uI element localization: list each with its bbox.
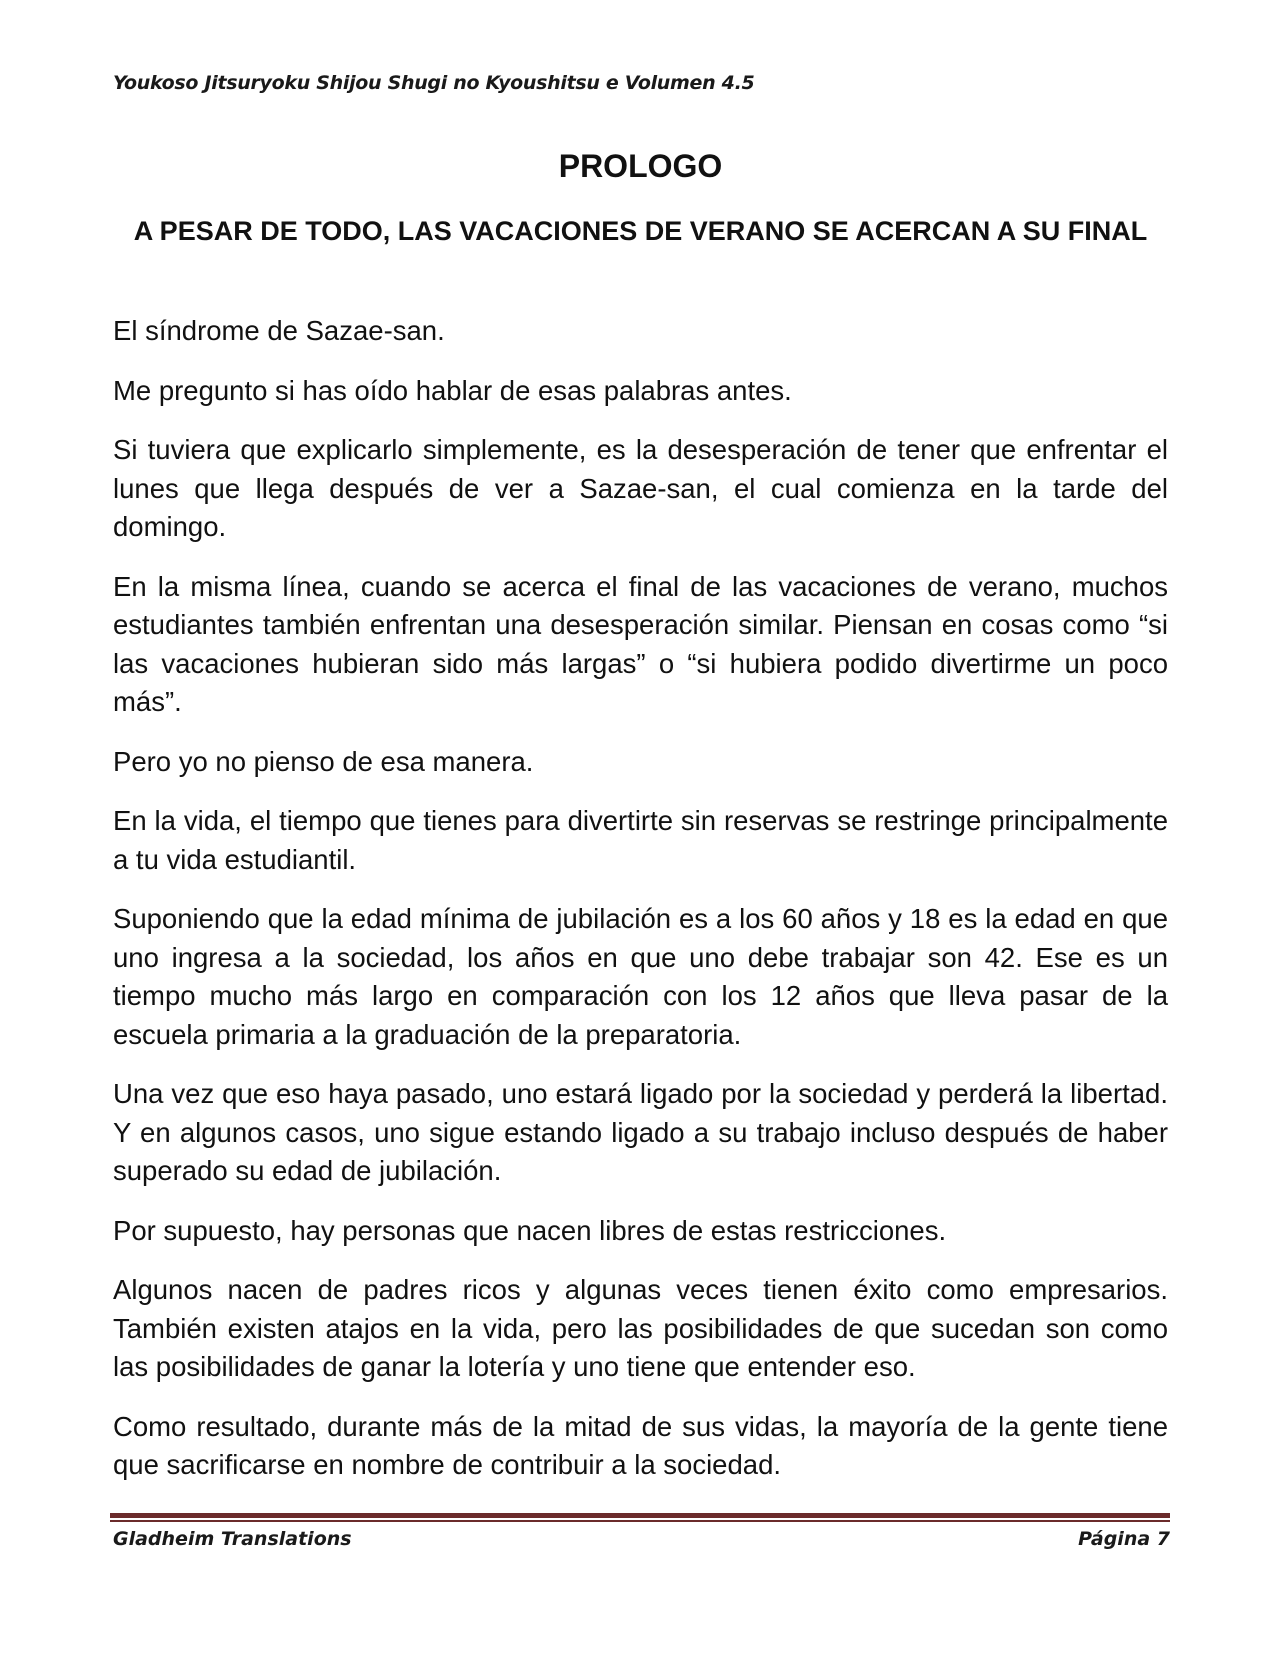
running-header: Youkoso Jitsuryoku Shijou Shugi no Kyoushitsu e Volumen 4.5	[113, 72, 755, 94]
paragraph: El síndrome de Sazae-san.	[113, 315, 445, 346]
paragraph: Pero yo no pienso de esa manera.	[113, 745, 534, 777]
paragraph: En la vida, el tiempo que tienes para divertirte sin reservas se restringe principalmente a tu vida estudiantil.	[113, 805, 1168, 875]
paragraph: Me pregunto si has oído hablar de esas palabras antes.	[113, 374, 792, 406]
footer-divider-thick	[110, 1513, 1170, 1518]
paragraph: Algunos nacen de padres ricos y algunas veces tienen éxito como empresarios. También existen atajos en la vida, pero las posibilidades de que sucedan son como las posibilidades de ganar la lotería y uno tiene que entender eso.	[113, 1274, 1168, 1382]
page-number: Página 7	[1078, 1528, 1170, 1550]
paragraph: Suponiendo que la edad mínima de jubilación es a los 60 años y 18 es la edad en que uno ingresa a la sociedad, los años en que uno debe trabajar son 42. Ese es un tiempo mucho más largo en comparación con los 12 años que lleva pasar de la escuela primaria a la graduación de la preparatoria.	[113, 903, 1168, 1050]
paragraph: Por supuesto, hay personas que nacen libres de estas restricciones.	[113, 1214, 947, 1246]
paragraph: Una vez que eso haya pasado, uno estará ligado por la sociedad y perderá la libertad. Y en algunos casos, uno sigue estando ligado a su trabajo incluso después de haber superado su edad de jubilación.	[113, 1078, 1168, 1186]
footer-translator: Gladheim Translations	[113, 1528, 352, 1550]
body-text	[113, 312, 1168, 1506]
paragraph: Si tuviera que explicarlo simplemente, es la desesperación de tener que enfrentar el lunes que llega después de ver a Sazae-san, el cual comienza en la tarde del domingo.	[113, 434, 1168, 542]
footer-divider-thin	[110, 1520, 1170, 1522]
paragraph: En la misma línea, cuando se acerca el final de las vacaciones de verano, muchos estudiantes también enfrentan una desesperación similar. Piensan en cosas como “si las vacaciones hubieran sido más largas” o “si hubiera podido divertirme un poco más”.	[113, 570, 1168, 717]
chapter-subtitle: A PESAR DE TODO, LAS VACACIONES DE VERANO SE ACERCAN A SU FINAL	[133, 216, 1148, 246]
chapter-title: PROLOGO	[558, 148, 723, 184]
paragraph: Como resultado, durante más de la mitad de sus vidas, la mayoría de la gente tiene que sacrificarse en nombre de contribuir a la sociedad.	[113, 1410, 1168, 1480]
footer-divider	[110, 1513, 1170, 1523]
